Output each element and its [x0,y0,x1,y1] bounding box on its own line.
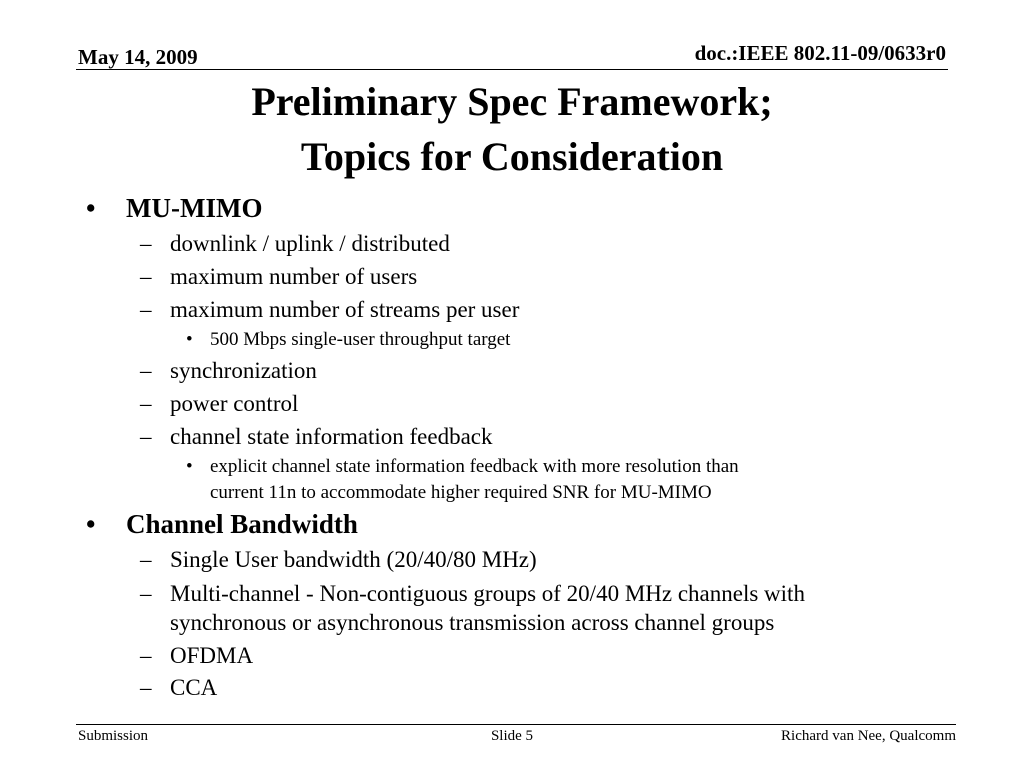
bullet-icon: • [86,509,96,539]
footer-author: Richard van Nee, Qualcomm [781,728,956,744]
sub-bullet-power-control [140,389,299,418]
sub-bullet-downlink [140,229,450,258]
sub-bullet-text: CCA [170,675,218,700]
sub-bullet-multi-channel-cont [170,608,774,637]
footer-submission: Submission [78,728,149,744]
header-divider [76,69,948,70]
sub-bullet-text: maximum number of streams per user [170,297,520,322]
dash-icon: – [140,424,152,449]
bullet-icon: • [186,456,193,477]
bullet-text: MU-MIMO [126,193,263,223]
sub-bullet-cca [140,673,218,702]
sub-bullet-text: channel state information feedback [170,424,493,449]
sub-bullet-synchronization [140,356,317,385]
dash-icon: – [140,231,152,256]
sub-bullet-text: synchronous or asynchronous transmission across channel groups [170,610,775,635]
sub-sub-bullet-explicit-csi [186,454,739,480]
sub-sub-bullet-text: explicit channel state information feedback with more resolution than [210,456,739,477]
dash-icon: – [140,297,152,322]
sub-bullet-text: OFDMA [170,643,254,668]
sub-bullet-text: downlink / uplink / distributed [170,231,450,256]
footer-slide-number: Slide 5 [490,728,534,744]
sub-bullet-multi-channel [140,579,805,608]
dash-icon: – [140,643,152,668]
footer-divider [76,724,956,725]
sub-bullet-text: Multi-channel - Non-contiguous groups of 20/40 MHz channels with [170,581,805,606]
bullet-icon: • [186,329,193,350]
dash-icon: – [140,547,152,572]
sub-sub-bullet-text: 500 Mbps single-user throughput target [210,329,511,350]
sub-bullet-single-user-bw [140,545,537,574]
sub-bullet-ofdma [140,641,254,670]
dash-icon: – [140,675,152,700]
bullet-text: Channel Bandwidth [126,509,358,539]
sub-bullet-text: power control [170,391,299,416]
sub-bullet-csi-feedback [140,422,493,451]
bullet-icon: • [86,193,96,223]
dash-icon: – [140,391,152,416]
sub-sub-bullet-explicit-csi-cont [210,480,712,506]
header-date: May 14, 2009 [78,45,198,69]
dash-icon: – [140,264,152,289]
sub-sub-bullet-text: current 11n to accommodate higher required SNR for MU-MIMO [210,482,712,503]
slide-title-line-1: Preliminary Spec Framework; [251,79,773,124]
bullet-mu-mimo [86,193,263,224]
sub-bullet-max-users [140,262,418,291]
slide-title [0,74,1024,184]
sub-bullet-max-streams [140,295,520,324]
sub-bullet-text: synchronization [170,358,317,383]
dash-icon: – [140,581,152,606]
bullet-channel-bandwidth [86,509,358,540]
sub-sub-bullet-throughput [186,327,511,353]
sub-bullet-text: Single User bandwidth (20/40/80 MHz) [170,547,537,572]
slide-title-line-2: Topics for Consideration [300,134,724,179]
header-doc-id: doc.:IEEE 802.11-09/0633r0 [694,41,946,65]
sub-bullet-text: maximum number of users [170,264,418,289]
dash-icon: – [140,358,152,383]
